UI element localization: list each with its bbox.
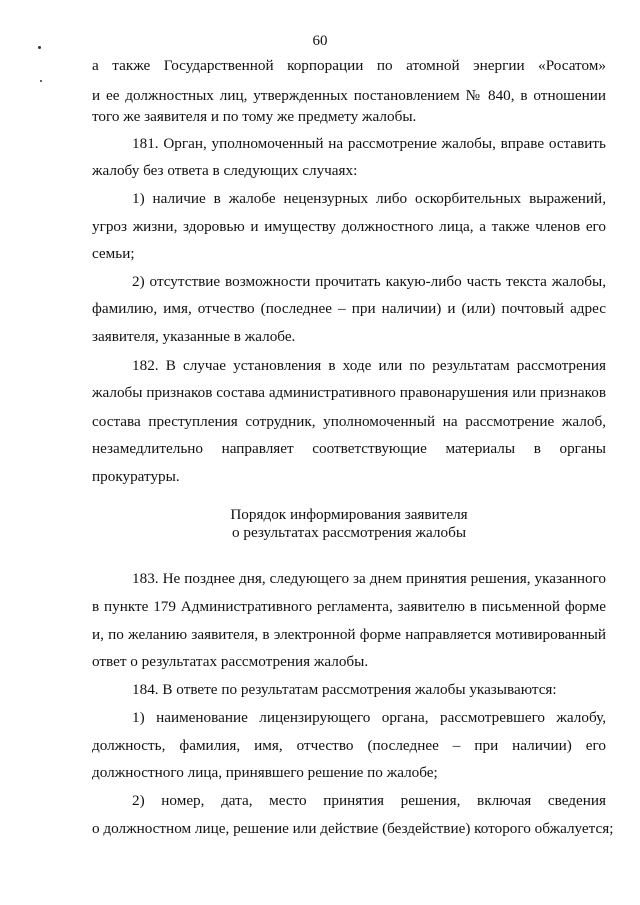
- section-heading: Порядок информирования заявителя: [230, 506, 468, 523]
- paragraph-183: 183. Не позднее дня, следующего за днем принятия решения, указанного: [132, 570, 606, 587]
- text-line: семьи;: [92, 245, 135, 262]
- text-line: незамедлительно направляет соответствующие материалы в органы: [92, 440, 606, 457]
- scan-speck: [40, 80, 42, 82]
- text-line: о должностном лице, решение или действие (бездействие) которого обжалуется;: [92, 820, 614, 837]
- text-line: фамилию, имя, отчество (последнее – при наличии) и (или) почтовый адрес: [92, 300, 606, 317]
- page-number: 60: [312, 33, 328, 49]
- text-line: жалобу без ответа в следующих случаях:: [92, 162, 358, 179]
- section-heading: о результатах рассмотрения жалобы: [231, 524, 467, 541]
- paragraph-184: 184. В ответе по результатам рассмотрения жалобы указываются:: [132, 681, 557, 698]
- text-line: заявителя, указанные в жалобе.: [92, 328, 296, 345]
- list-item-2: 2) номер, дата, место принятия решения, включая сведения: [132, 792, 606, 809]
- text-line: в пункте 179 Административного регламента, заявителю в письменной форме: [92, 598, 606, 615]
- list-item-2: 2) отсутствие возможности прочитать какую-либо часть текста жалобы,: [132, 273, 606, 290]
- paragraph-181: 181. Орган, уполномоченный на рассмотрение жалобы, вправе оставить: [132, 135, 606, 152]
- text-line: прокуратуры.: [92, 468, 180, 485]
- text-line: состава преступления сотрудник, уполномоченный на рассмотрение жалоб,: [92, 413, 606, 430]
- text-line: жалобы признаков состава административного правонарушения или признаков: [92, 384, 606, 401]
- text-line: угроз жизни, здоровью и имуществу должностного лица, а также членов его: [92, 218, 606, 235]
- text-line: и, по желанию заявителя, в электронной форме направляется мотивированный: [92, 626, 606, 643]
- text-line: ответ о результатах рассмотрения жалобы.: [92, 653, 369, 670]
- text-line: а также Государственной корпорации по атомной энергии «Росатом»: [92, 57, 606, 74]
- paragraph-182: 182. В случае установления в ходе или по результатам рассмотрения: [132, 357, 606, 374]
- text-line: должностного лица, принявшего решение по жалобе;: [92, 764, 438, 781]
- text-line: должность, фамилия, имя, отчество (последнее – при наличии) его: [92, 737, 606, 754]
- text-line: и ее должностных лиц, утвержденных постановлением № 840, в отношении: [92, 87, 606, 104]
- text-line: того же заявителя и по тому же предмету жалобы.: [92, 108, 417, 125]
- list-item-1: 1) наименование лицензирующего органа, рассмотревшего жалобу,: [132, 709, 606, 726]
- list-item-1: 1) наличие в жалобе нецензурных либо оскорбительных выражений,: [132, 190, 606, 207]
